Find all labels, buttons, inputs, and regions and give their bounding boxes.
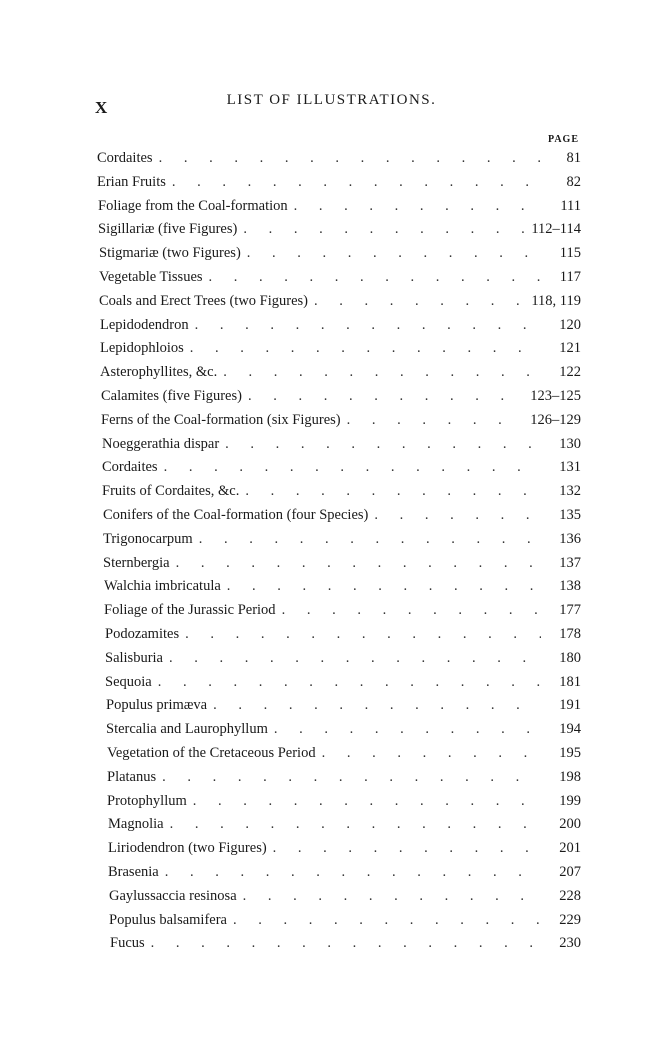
list-item [97, 888, 581, 912]
entry-title: Ferns of the Coal-formation (six Figures) [101, 411, 341, 428]
entry-page: 177 [559, 602, 581, 619]
entry-page: 122 [559, 364, 581, 381]
entry-page: 131 [559, 459, 581, 476]
entry-title: Sigillariæ (five Figures) [98, 221, 238, 238]
entry-title: Foliage from the Coal-formation [98, 197, 288, 214]
entry-page: 178 [559, 625, 581, 642]
entry-title: Cordaites [97, 150, 153, 166]
dot-leader [190, 340, 541, 357]
entry-title: Conifers of the Coal-formation (four Species) [103, 506, 369, 523]
list-item [97, 674, 581, 698]
dot-leader [314, 293, 525, 310]
list-item [97, 650, 581, 674]
dot-leader [172, 174, 541, 191]
entry-title: Vegetation of the Cretaceous Period [107, 744, 316, 761]
entry-title: Lepidodendron [100, 316, 189, 333]
list-item [97, 793, 581, 817]
dot-leader [247, 245, 541, 262]
list-item [97, 721, 581, 745]
list-item [97, 864, 581, 888]
dot-leader [209, 269, 541, 286]
list-item [97, 198, 581, 222]
dot-leader [164, 459, 541, 476]
entry-page: 82 [566, 173, 581, 190]
dot-leader [233, 912, 541, 929]
entry-title: Magnolia [108, 816, 164, 833]
entry-title: Podozamites [105, 625, 180, 642]
entry-page: 198 [559, 768, 581, 785]
entry-title: Sternbergia [103, 554, 170, 571]
entry-title: Gaylussaccia resinosa [109, 887, 237, 904]
dot-leader [374, 507, 541, 524]
list-item [97, 293, 581, 317]
entry-page: 194 [559, 721, 581, 738]
entry-page: 199 [559, 792, 581, 809]
page-column-label: PAGE [547, 134, 579, 145]
list-item [97, 507, 581, 531]
dot-leader [273, 840, 541, 857]
dot-leader [193, 793, 541, 810]
list-item [97, 459, 581, 483]
list-item [97, 317, 581, 341]
entry-title: Stigmariæ (two Figures) [99, 245, 241, 262]
dot-leader [227, 578, 541, 595]
entry-page: 111 [560, 197, 581, 214]
list-item [97, 221, 581, 245]
entry-page: 228 [559, 887, 581, 904]
entry-page: 126–129 [530, 411, 581, 428]
entry-page: 230 [559, 935, 581, 952]
dot-leader [159, 150, 541, 167]
entry-page: 120 [559, 316, 581, 333]
list-item [97, 483, 581, 507]
dot-leader [195, 317, 541, 334]
dot-leader [170, 816, 541, 833]
dot-leader [347, 412, 525, 429]
entry-title: Foliage of the Jurassic Period [104, 602, 276, 619]
dot-leader [213, 697, 541, 714]
entry-page: 181 [559, 673, 581, 690]
entry-title: Noeggerathia dispar [102, 435, 220, 452]
dot-leader [245, 483, 541, 500]
list-item [97, 555, 581, 579]
entry-page: 132 [559, 483, 581, 500]
list-item [97, 697, 581, 721]
entry-page: 201 [559, 840, 581, 857]
entry-page: 195 [559, 744, 581, 761]
entry-page: 136 [559, 530, 581, 547]
entry-page: 123–125 [530, 387, 581, 404]
entry-title: Brasenia [108, 863, 159, 880]
entry-title: Vegetable Tissues [99, 268, 203, 285]
entry-title: Stercalia and Laurophyllum [106, 721, 268, 738]
dot-leader [243, 221, 525, 238]
list-item [97, 626, 581, 650]
list-item [97, 412, 581, 436]
illustrations-list [97, 150, 581, 959]
entry-title: Protophyllum [107, 792, 187, 809]
entry-title: Lepidophloios [100, 340, 184, 357]
entry-page: 180 [559, 649, 581, 666]
list-item [97, 912, 581, 936]
dot-leader [274, 721, 541, 738]
page-number: X [95, 98, 108, 117]
list-item [97, 245, 581, 269]
entry-title: Populus primæva [106, 697, 208, 714]
list-item [97, 769, 581, 793]
entry-page: 112–114 [531, 221, 581, 238]
list-item [97, 364, 581, 388]
running-title: LIST OF ILLUSTRATIONS. [226, 92, 437, 108]
entry-title: Coals and Erect Trees (two Figures) [99, 292, 309, 309]
entry-page: 130 [559, 435, 581, 452]
entry-page: 138 [559, 578, 581, 595]
entry-title: Trigonocarpum [103, 530, 193, 547]
dot-leader [151, 935, 541, 952]
entry-page: 117 [559, 268, 581, 285]
entry-title: Sequoia [105, 673, 152, 690]
entry-title: Asterophyllites, &c. [100, 364, 218, 381]
entry-page: 229 [559, 911, 581, 928]
entry-title: Populus balsamifera [109, 911, 227, 928]
entry-title: Erian Fruits [97, 173, 166, 190]
list-item [97, 602, 581, 626]
dot-leader [169, 650, 541, 667]
dot-leader [176, 555, 541, 572]
dot-leader [199, 531, 541, 548]
dot-leader [165, 864, 541, 881]
list-item [97, 436, 581, 460]
list-item [97, 531, 581, 555]
dot-leader [243, 888, 541, 905]
list-item [97, 340, 581, 364]
list-item [97, 578, 581, 602]
dot-leader [282, 602, 541, 619]
dot-leader [225, 436, 541, 453]
list-item [97, 935, 581, 959]
dot-leader [322, 745, 541, 762]
list-item [97, 150, 581, 174]
entry-title: Liriodendron (two Figures) [108, 840, 267, 857]
entry-title: Fruits of Cordaites, &c. [102, 483, 240, 500]
entry-title: Fucus [110, 935, 145, 952]
entry-page: 121 [559, 340, 581, 357]
list-item [97, 745, 581, 769]
dot-leader [248, 388, 524, 405]
entry-title: Cordaites [102, 459, 158, 476]
entry-page: 137 [559, 554, 581, 571]
list-item [97, 840, 581, 864]
dot-leader [185, 626, 541, 643]
entry-page: 118, 119 [531, 292, 581, 309]
dot-leader [158, 674, 541, 691]
dot-leader [223, 364, 541, 381]
list-item [97, 174, 581, 198]
entry-title: Platanus [107, 768, 157, 785]
entry-page: 135 [559, 506, 581, 523]
list-item [97, 816, 581, 840]
entry-title: Salisburia [105, 649, 163, 666]
entry-page: 81 [566, 150, 581, 166]
list-item [97, 388, 581, 412]
entry-page: 207 [559, 863, 581, 880]
dot-leader [294, 198, 541, 215]
dot-leader [162, 769, 541, 786]
list-item [97, 269, 581, 293]
entry-page: 200 [559, 816, 581, 833]
entry-page: 115 [559, 245, 581, 262]
entry-title: Walchia imbricatula [104, 578, 221, 595]
entry-page: 191 [559, 697, 581, 714]
entry-title: Calamites (five Figures) [101, 387, 242, 404]
